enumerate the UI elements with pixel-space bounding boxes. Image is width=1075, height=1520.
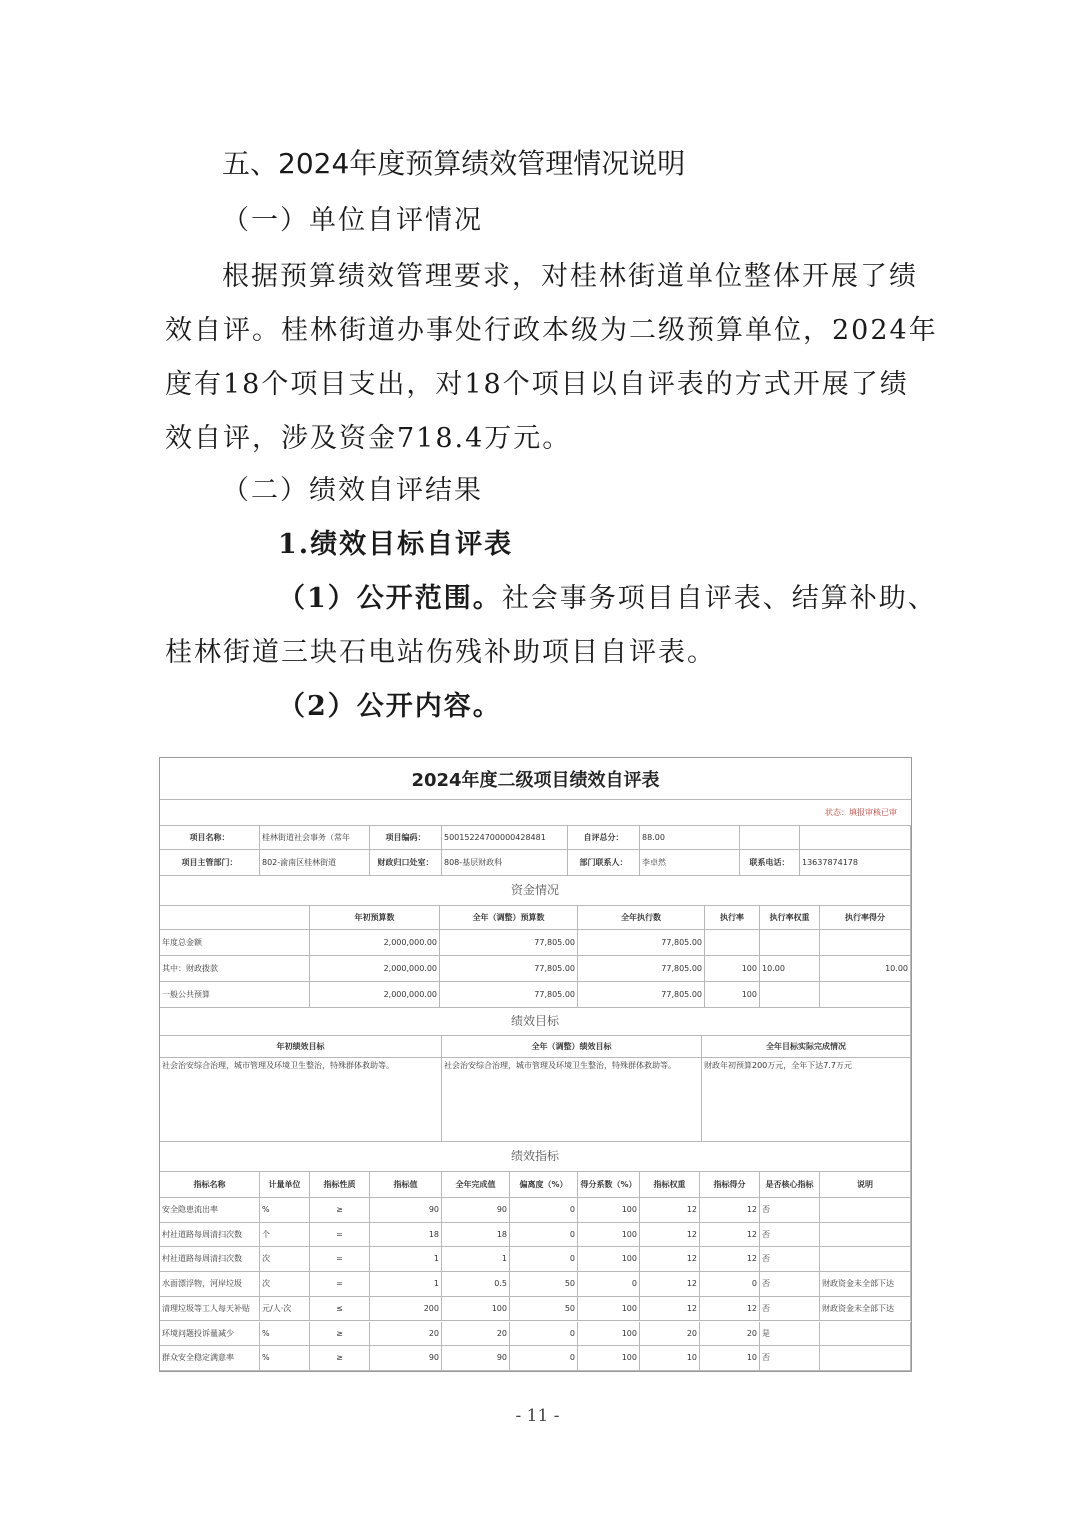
indicator-cell: 200 (370, 1297, 442, 1322)
funds-cell: 2,000,000.00 (310, 982, 440, 1008)
indicator-header: 得分系数（%） (578, 1172, 640, 1198)
indicator-cell: 12 (640, 1198, 700, 1223)
info-cell: 桂林街道社会事务（常年 (260, 826, 370, 850)
paragraph-line: 根据预算绩效管理要求，对桂林街道单位整体开展了绩 (222, 261, 918, 292)
indicator-cell: 0 (578, 1272, 640, 1297)
indicator-cell: 12 (640, 1247, 700, 1272)
info-cell: 自评总分： (568, 826, 640, 850)
section-goals: 绩效目标 (160, 1008, 911, 1036)
indicator-cell: 安全隐患流出率 (160, 1198, 260, 1223)
indicator-cell: 90 (370, 1346, 442, 1371)
indicator-cell: = (310, 1223, 370, 1248)
indicator-cell: 100 (578, 1198, 640, 1223)
indicator-cell: 12 (700, 1198, 760, 1223)
indicator-cell (820, 1198, 911, 1223)
indicator-cell: 否 (760, 1346, 820, 1371)
indicator-cell: % (260, 1322, 310, 1347)
indicator-cell: 0 (510, 1322, 578, 1347)
goals-header: 全年（调整）绩效目标 (442, 1036, 702, 1058)
indicator-cell: 0 (510, 1247, 578, 1272)
indicator-cell: 财政资金未全部下达 (820, 1272, 911, 1297)
indicator-cell: 否 (760, 1247, 820, 1272)
indicator-header: 指标性质 (310, 1172, 370, 1198)
indicator-cell: 次 (260, 1247, 310, 1272)
indicator-cell (820, 1322, 911, 1347)
indicator-cell: 90 (442, 1198, 510, 1223)
indicator-cell: 否 (760, 1198, 820, 1223)
indicator-cell: ≥ (310, 1198, 370, 1223)
indicator-cell: % (260, 1346, 310, 1371)
section-heading: 五、2024年度预算绩效管理情况说明 (222, 147, 686, 180)
indicator-header: 全年完成值 (442, 1172, 510, 1198)
indicator-cell: 50 (510, 1272, 578, 1297)
indicator-header: 说明 (820, 1172, 911, 1198)
indicator-cell: 100 (578, 1297, 640, 1322)
indicator-cell: 12 (700, 1297, 760, 1322)
funds-cell: 10.00 (760, 956, 820, 982)
indicator-cell: 100 (578, 1346, 640, 1371)
indicator-cell: % (260, 1198, 310, 1223)
indicator-cell: 0.5 (442, 1272, 510, 1297)
indicator-cell: 12 (700, 1223, 760, 1248)
indicator-cell: 20 (442, 1322, 510, 1347)
goals-cell: 社会治安综合治理，城市管理及环境卫生整治，特殊群体救助等。 (160, 1058, 442, 1142)
indicator-cell: 群众安全稳定满意率 (160, 1346, 260, 1371)
indicator-cell: 次 (260, 1272, 310, 1297)
info-cell: 部门联系人： (568, 850, 640, 876)
indicator-cell: 0 (510, 1198, 578, 1223)
indicator-cell: 100 (442, 1297, 510, 1322)
indicator-cell: 18 (370, 1223, 442, 1248)
info-cell: 13637874178 (800, 850, 911, 876)
indicator-cell: 财政资金未全部下达 (820, 1297, 911, 1322)
performance-evaluation-table (159, 757, 912, 1372)
info-cell: 88.00 (640, 826, 740, 850)
indicator-header: 偏离度（%） (510, 1172, 578, 1198)
goals-cell: 社会治安综合治理，城市管理及环境卫生整治，特殊群体救助等。 (442, 1058, 702, 1142)
indicator-cell: 50 (510, 1297, 578, 1322)
funds-cell (705, 930, 760, 956)
funds-cell: 其中：财政拨款 (160, 956, 310, 982)
indicator-cell: 是 (760, 1322, 820, 1347)
item-scope-label: （1）公开范围。 (278, 583, 502, 614)
indicator-cell: 20 (640, 1322, 700, 1347)
indicator-cell: 否 (760, 1223, 820, 1248)
indicator-cell: = (310, 1272, 370, 1297)
indicator-cell: 元/人·次 (260, 1297, 310, 1322)
indicator-cell: 12 (640, 1297, 700, 1322)
indicator-cell: 水面漂浮物，河岸垃圾 (160, 1272, 260, 1297)
funds-cell: 年度总金额 (160, 930, 310, 956)
indicator-cell: 12 (700, 1247, 760, 1272)
funds-cell: 77,805.00 (578, 956, 705, 982)
indicator-cell: 90 (370, 1198, 442, 1223)
info-cell: 808-基层财政科 (442, 850, 568, 876)
indicator-cell: 18 (442, 1223, 510, 1248)
indicator-header: 计量单位 (260, 1172, 310, 1198)
page-number: - 11 - (515, 1406, 560, 1426)
funds-cell: 2,000,000.00 (310, 956, 440, 982)
funds-cell: 一般公共预算 (160, 982, 310, 1008)
indicator-cell: 个 (260, 1223, 310, 1248)
info-cell (800, 826, 911, 850)
indicator-cell: ≥ (310, 1346, 370, 1371)
indicator-header: 指标名称 (160, 1172, 260, 1198)
indicator-cell (820, 1346, 911, 1371)
funds-header: 执行率得分 (820, 906, 911, 930)
item-content-label: （2）公开内容。 (278, 691, 502, 722)
paragraph-line: 度有18个项目支出，对18个项目以自评表的方式开展了绩 (165, 369, 909, 400)
item-scope-text: 社会事务项目自评表、结算补助、 (501, 583, 937, 614)
indicator-header: 指标得分 (700, 1172, 760, 1198)
funds-header: 全年（调整）预算数 (440, 906, 578, 930)
indicator-cell: 100 (578, 1223, 640, 1248)
item-scope-continuation: 桂林街道三块石电站伤残补助项目自评表。 (165, 637, 716, 668)
indicator-cell: 20 (370, 1322, 442, 1347)
funds-cell: 77,805.00 (440, 930, 578, 956)
goals-header: 全年目标实际完成情况 (702, 1036, 911, 1058)
funds-cell: 77,805.00 (440, 956, 578, 982)
funds-cell (760, 930, 820, 956)
goals-header: 年初绩效目标 (160, 1036, 442, 1058)
indicator-header: 是否核心指标 (760, 1172, 820, 1198)
indicator-cell: ≥ (310, 1322, 370, 1347)
funds-cell: 77,805.00 (578, 930, 705, 956)
funds-cell (820, 930, 911, 956)
table-title: 2024年度二级项目绩效自评表 (160, 758, 911, 800)
indicator-cell: 100 (578, 1322, 640, 1347)
funds-cell (820, 982, 911, 1008)
funds-cell: 77,805.00 (440, 982, 578, 1008)
funds-cell: 10.00 (820, 956, 911, 982)
indicator-cell: ≤ (310, 1297, 370, 1322)
funds-header: 执行率权重 (760, 906, 820, 930)
funds-header: 年初预算数 (310, 906, 440, 930)
info-cell: 50015224700000428481 (442, 826, 568, 850)
info-cell: 联系电话： (740, 850, 800, 876)
funds-cell: 100 (705, 956, 760, 982)
section-funds: 资金情况 (160, 876, 911, 906)
section-indicators: 绩效指标 (160, 1142, 911, 1172)
item-content (278, 684, 502, 723)
indicator-cell: = (310, 1247, 370, 1272)
indicator-cell: 村社道路每周清扫次数 (160, 1247, 260, 1272)
funds-header (160, 906, 310, 930)
funds-cell: 77,805.00 (578, 982, 705, 1008)
subheading-results: （二）绩效自评结果 (222, 475, 483, 506)
goals-cell: 财政年初预算200万元，全年下达7.7万元 (702, 1058, 911, 1142)
indicator-cell: 村社道路每周清扫次数 (160, 1223, 260, 1248)
indicator-cell: 清理垃圾等工人每天补贴 (160, 1297, 260, 1322)
info-cell: 项目编码： (370, 826, 442, 850)
indicator-cell: 100 (578, 1247, 640, 1272)
indicator-cell: 否 (760, 1272, 820, 1297)
table-status: 状态：填报审核已审 (160, 800, 911, 826)
indicator-cell: 0 (700, 1272, 760, 1297)
indicator-cell: 1 (442, 1247, 510, 1272)
info-cell: 财政归口处室： (370, 850, 442, 876)
subheading-target-table: 1.绩效目标自评表 (278, 529, 514, 560)
indicator-cell: 90 (442, 1346, 510, 1371)
info-cell: 项目名称： (160, 826, 260, 850)
info-cell (740, 826, 800, 850)
funds-header: 全年执行数 (578, 906, 705, 930)
indicator-cell: 12 (640, 1272, 700, 1297)
indicator-header: 指标值 (370, 1172, 442, 1198)
indicator-header: 指标权重 (640, 1172, 700, 1198)
indicator-cell: 否 (760, 1297, 820, 1322)
paragraph-line: 效自评，涉及资金718.4万元。 (165, 423, 572, 454)
indicator-cell (820, 1247, 911, 1272)
funds-cell (760, 982, 820, 1008)
indicator-cell: 12 (640, 1223, 700, 1248)
info-cell: 李卓然 (640, 850, 740, 876)
info-cell: 802-渝南区桂林街道 (260, 850, 370, 876)
funds-cell: 100 (705, 982, 760, 1008)
indicator-cell (820, 1223, 911, 1248)
indicator-cell: 0 (510, 1223, 578, 1248)
funds-cell: 2,000,000.00 (310, 930, 440, 956)
indicator-cell: 1 (370, 1247, 442, 1272)
funds-header: 执行率 (705, 906, 760, 930)
indicator-cell: 10 (700, 1346, 760, 1371)
indicator-cell: 20 (700, 1322, 760, 1347)
indicator-cell: 环境问题投诉量减少 (160, 1322, 260, 1347)
info-cell: 项目主管部门： (160, 850, 260, 876)
paragraph-line: 效自评。桂林街道办事处行政本级为二级预算单位，2024年 (165, 315, 938, 346)
item-scope (278, 576, 937, 615)
indicator-cell: 1 (370, 1272, 442, 1297)
subheading-self-evaluation: （一）单位自评情况 (222, 205, 483, 236)
indicator-cell: 10 (640, 1346, 700, 1371)
indicator-cell: 0 (510, 1346, 578, 1371)
